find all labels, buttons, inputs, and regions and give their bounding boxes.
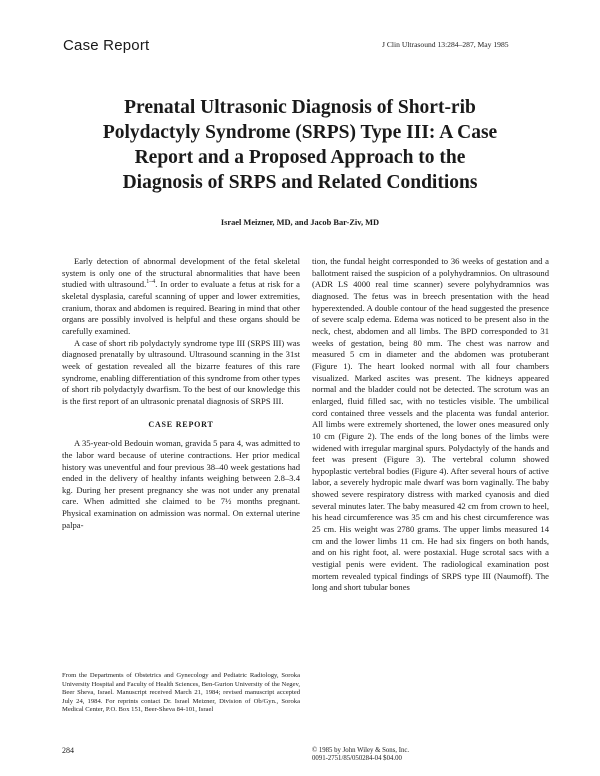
right-column — [312, 256, 549, 594]
intro-paragraph — [62, 256, 300, 338]
copyright-notice — [312, 747, 409, 764]
issn-line: 0091-2751/85/050284-04 $04.00 — [312, 755, 402, 763]
title-line: Polydactyly Syndrome (SRPS) Type III: A Case — [102, 122, 498, 143]
intro-text-cont: . In order to evaluate a fetus at risk for a skeletal dysplasia, careful scanning of upper and lower extremities, cranium, thorax and abdomen is required. Bearing in mind that other organs are possibly involved is helpful and these organs should be carefully examined. — [62, 279, 300, 336]
journal-citation: J Clin Ultrasound 13:284–287, May 1985 — [382, 40, 509, 49]
page-number: 284 — [62, 746, 74, 755]
affiliation-footnote: From the Departments of Obstetrics and Gynecology and Pediatric Radiology, Soroka University Hospital and Faculty of Health Sciences, Ben-Gurion University of the Negev, Beer Sheva, Israel. Manuscript received March 21, 1984; revised manuscript accepted July 24, 1984. For reprints contact Dr. Israel Meizner, Division of Ob/Gyn., Soroka Medical Center, P.O. Box 151, Beer-Sheva 84-101, Israel — [62, 672, 300, 714]
copyright-line: © 1985 by John Wiley & Sons, Inc. — [312, 747, 410, 754]
case-paragraph: A 35-year-old Bedouin woman, gravida 5 para 4, was admitted to the labor ward because of uterine contractions. Her prior medical history was uneventful and four previous 38–40 week gestations had ended in the delivery of healthy infants weighing between 2.8–3.4 kg. During her present pregnancy she was not under any prenatal care. When admitted she claimed to be 7½ months pregnant. Physical examination on admission was normal. On external uterine palpa- — [62, 438, 300, 530]
section-label: Case Report — [63, 37, 150, 54]
title-line: Diagnosis of SRPS and Related Conditions — [122, 172, 478, 193]
article-title — [40, 95, 560, 195]
case-report-heading: CASE REPORT — [148, 419, 214, 429]
title-line: Report and a Proposed Approach to the — [134, 147, 466, 168]
case-paragraph-continued: tion, the fundal height corresponded to 36 weeks of gestation and a ballotment raised the suspicion of a polyhydramnios. On ultrasound (ADR LS 4000 real time scanner) severe polyhydramnios was diagnosed. The fetus was in breech presentation with the head hyperextended. A double contour of the head suggested the presence of severe scalp edema. Edema was noticed to be present also in the neck, chest, abdomen and all limbs. The BPD corresponded to 31 weeks of gestation, being 80 mm. The chest was narrow and measured 5 cm in diameter and the abdomen was protuberant (Figure 1). The heart looked normal with all four chambers visualized. Marked ascites was present. The kidneys appeared normal and the bladder could not be detected. The scrotum was an enlarged, fluid filled sac, with no testicles visible. The umbilical cord contained three vessels and the placenta was fundal anterior. All limbs were extremely shortened, the lower ones measured only 10 cm (Figure 2). The ends of the long bones of the limbs were widened with irregular marginal spurs. Polydactyly of the hands and feet was present (Figure 3). The vertebral column showed hypoplastic vertebral bodies (Figure 4). After several hours of active labor, a severely hydropic male dwarf was born vaginally. The baby showed severe respiratory distress with marked cyanosis and died several minutes later. The baby measured 42 cm from crown to heel, his head circumference was 35 cm and his chest circumference was 25 cm. His weight was 2780 grams. The upper limbs measured 14 cm and the lower limbs 11 cm. He had six fingers on both hands, and on his right foot, al. were postaxial. Huge scrotal sacs with a vestigial penis were evident. The radiological examination post mortem revealed typical findings of SRPS type III (Naumoff). The long and short tubular bones — [312, 256, 549, 593]
left-column — [62, 256, 300, 531]
intro-text: Early detection of abnormal development of the fetal skeletal system is only one of the structural abnormalities that have been studied with ultrasound. — [62, 256, 300, 290]
title-line: Prenatal Ultrasonic Diagnosis of Short-rib — [124, 97, 476, 118]
intro-paragraph-2: A case of short rib polydactyly syndrome type III (SRPS III) was diagnosed prenatally by ultrasound. Ultrasound scanning in the 31st week of gestation revealed all the bizarre features of this rare syndrome, enabling differentiation of this syndrome from other types of short rib polydactyly dwarfism. To the best of our knowledge this is the first report of an ultrasonic prenatal diagnosis of SRPS III. — [62, 337, 300, 406]
author-line: Israel Meizner, MD, and Jacob Bar-Ziv, MD — [220, 218, 380, 227]
citation-reference: 1–4 — [146, 279, 156, 286]
